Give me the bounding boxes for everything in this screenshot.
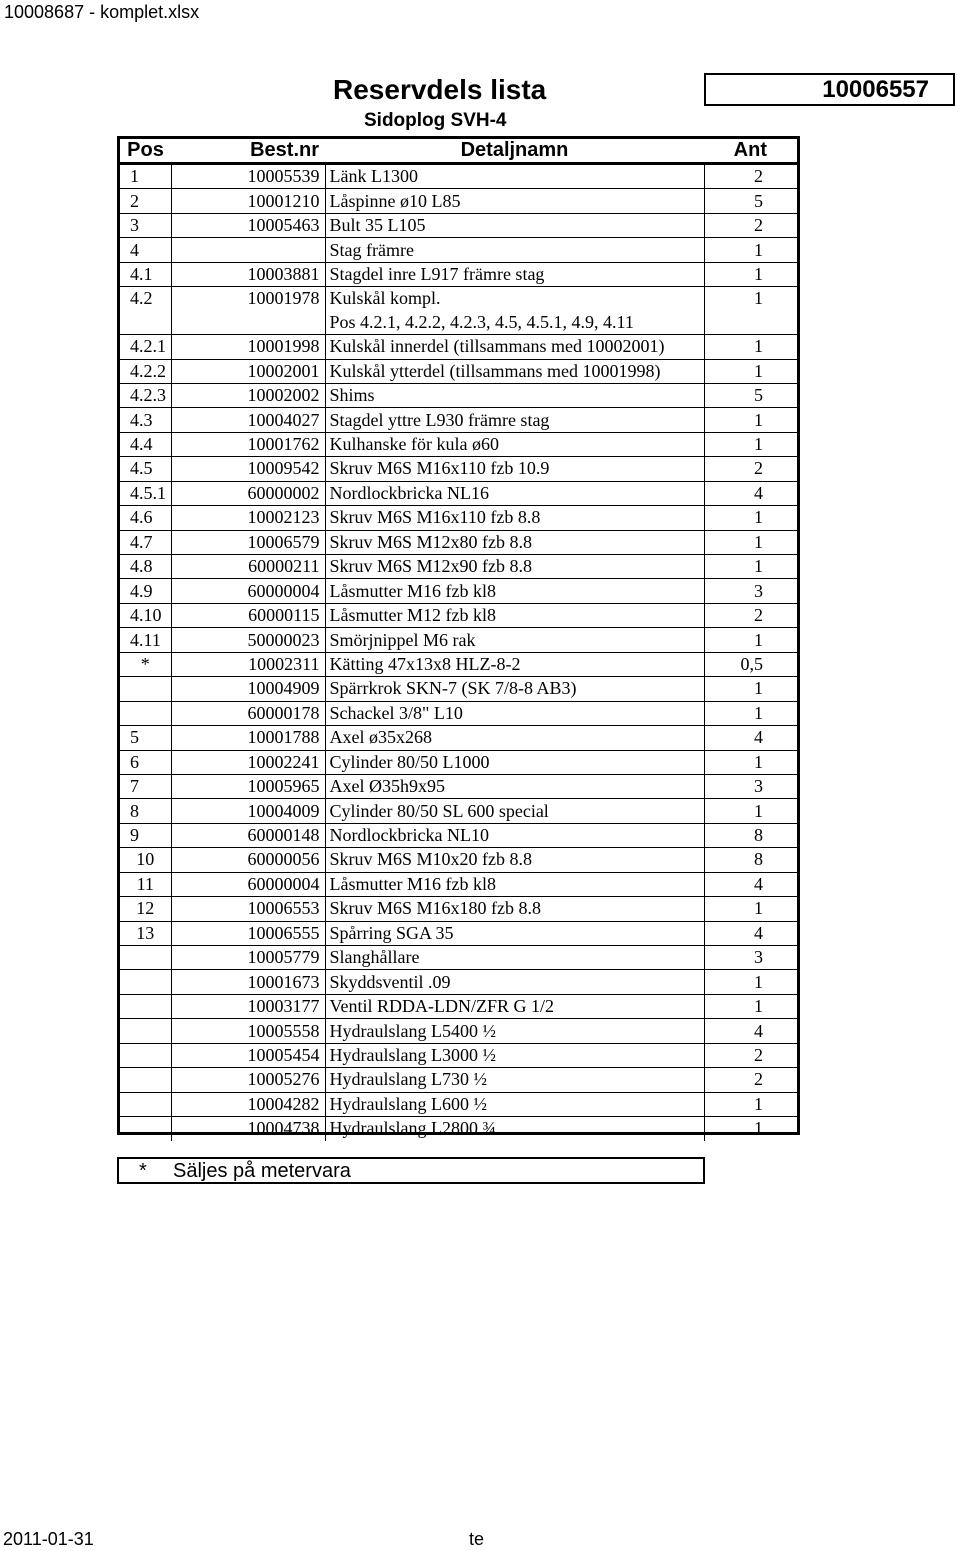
detaljnamn-cell: Hydraulslang L2800 ¾: [325, 1117, 704, 1141]
detaljnamn-cell: Smörjnippel M6 rak: [325, 628, 704, 652]
detaljnamn-cell: Låsmutter M12 fzb kl8: [325, 603, 704, 627]
print-date: 2011-01-31: [3, 1529, 94, 1549]
table-row: [120, 799, 797, 823]
table-row: [120, 848, 797, 872]
ant-cell: 1: [704, 555, 797, 579]
detaljnamn-cell: Nordlockbricka NL10: [325, 823, 704, 847]
ant-cell: 2: [754, 166, 763, 187]
table-row: [120, 628, 797, 652]
detaljnamn-cell: Axel ø35x268: [325, 726, 704, 750]
detaljnamn-cell: Spårring SGA 35: [325, 921, 704, 945]
table-header-row: [120, 139, 797, 164]
detaljnamn-cell: Hydraulslang L5400 ½: [325, 1019, 704, 1043]
detaljnamn-cell: Kulskål kompl.: [325, 287, 704, 311]
best-nr-cell: 50000023: [171, 628, 325, 652]
ant-cell: 1: [704, 262, 797, 286]
best-nr-cell: 10001998: [171, 335, 325, 359]
pos-cell: [120, 1068, 171, 1092]
file-title: 10008687 - komplet.xlsx: [4, 2, 200, 22]
ant-cell: 1: [704, 359, 797, 383]
ant-cell: 2: [704, 457, 797, 481]
best-nr-cell: 60000178: [171, 701, 325, 725]
detaljnamn-cell: Axel Ø35h9x95: [325, 774, 704, 798]
ant-cell: 1: [704, 335, 797, 359]
pos-cell: 4.2.3: [120, 383, 171, 407]
ant-cell: 4: [704, 1019, 797, 1043]
detaljnamn-cell: Hydraulslang L3000 ½: [325, 1043, 704, 1067]
table-row: [120, 408, 797, 432]
pos-cell: [120, 311, 171, 335]
ant-cell: 1: [704, 1117, 797, 1141]
ant-cell: 1: [704, 287, 797, 311]
ant-cell: 3: [704, 774, 797, 798]
pos-cell: 11: [120, 872, 171, 896]
table-row: [120, 287, 797, 311]
detaljnamn-cell: Hydraulslang L600 ½: [325, 1092, 704, 1116]
ant-cell: 4: [704, 872, 797, 896]
pos-cell: 4.3: [120, 408, 171, 432]
pos-cell: 4: [120, 238, 171, 262]
detaljnamn-cell: Skruv M6S M12x80 fzb 8.8: [325, 530, 704, 554]
page-title: Reservdels lista: [333, 74, 547, 105]
best-nr-cell: 10001673: [171, 970, 325, 994]
pos-cell: [120, 970, 171, 994]
ant-cell: 5: [704, 189, 797, 213]
detaljnamn-cell: Skruv M6S M16x180 fzb 8.8: [325, 897, 704, 921]
ant-cell: 1: [704, 677, 797, 701]
pos-cell: 4.9: [120, 579, 171, 603]
pos-cell: 3: [120, 213, 171, 237]
column-header-ant: Ant: [704, 139, 797, 164]
detaljnamn-cell: Kätting 47x13x8 HLZ-8-2: [325, 652, 704, 676]
ant-cell: 1: [704, 897, 797, 921]
best-nr-cell: 10002002: [171, 383, 325, 407]
best-nr-cell: 10001978: [171, 287, 325, 311]
ant-cell: 8: [704, 848, 797, 872]
detaljnamn-cell: Låsmutter M16 fzb kl8: [325, 872, 704, 896]
detaljnamn-cell: Kulskål ytterdel (tillsammans med 10001998): [325, 359, 704, 383]
best-nr-cell: 10002123: [171, 506, 325, 530]
detaljnamn-cell: Pos 4.2.1, 4.2.2, 4.2.3, 4.5, 4.5.1, 4.9, 4.11: [325, 311, 704, 335]
table-row: [120, 481, 797, 505]
best-nr-cell: 10004738: [171, 1117, 325, 1141]
best-nr-cell: 60000115: [171, 603, 325, 627]
pos-cell: 4.7: [120, 530, 171, 554]
detaljnamn-cell: Skyddsventil .09: [325, 970, 704, 994]
parts-table-body: [120, 164, 797, 1141]
ant-cell: 4: [704, 726, 797, 750]
best-nr-cell: 10003177: [171, 994, 325, 1018]
detaljnamn-cell: Schackel 3/8" L10: [325, 701, 704, 725]
pos-cell: [120, 1043, 171, 1067]
ant-cell: 1: [704, 799, 797, 823]
detaljnamn-cell: Cylinder 80/50 L1000: [325, 750, 704, 774]
best-nr-cell: 10002241: [171, 750, 325, 774]
detaljnamn-cell: Spärrkrok SKN-7 (SK 7/8-8 AB3): [325, 677, 704, 701]
ant-cell: 2: [704, 213, 797, 237]
pos-cell: [120, 1019, 171, 1043]
pos-cell: [120, 1092, 171, 1116]
table-row: [120, 774, 797, 798]
table-row: [120, 726, 797, 750]
best-nr-cell: 10005463: [171, 213, 325, 237]
pos-cell: 8: [120, 799, 171, 823]
pos-cell: 6: [120, 750, 171, 774]
detaljnamn-cell: Skruv M6S M10x20 fzb 8.8: [325, 848, 704, 872]
table-row: [120, 579, 797, 603]
detaljnamn-cell: Kulhanske för kula ø60: [325, 432, 704, 456]
table-row: [120, 994, 797, 1018]
best-nr-cell: 10001210: [171, 189, 325, 213]
ant-cell: 4: [704, 481, 797, 505]
ant-cell: 1: [704, 750, 797, 774]
table-row: [120, 1019, 797, 1043]
pos-cell: 4.8: [120, 555, 171, 579]
detaljnamn-cell: Låspinne ø10 L85: [325, 189, 704, 213]
footnote-text: Säljes på metervara: [173, 1160, 351, 1182]
best-nr-cell: 10005779: [171, 946, 325, 970]
table-row: [120, 1092, 797, 1116]
best-nr-cell: 10005276: [171, 1068, 325, 1092]
table-row: [120, 1068, 797, 1092]
best-nr-cell: 60000004: [171, 579, 325, 603]
parts-table: [120, 139, 797, 1141]
best-nr-cell: 60000148: [171, 823, 325, 847]
table-row: [120, 213, 797, 237]
table-row: [120, 506, 797, 530]
best-nr-cell: 10004282: [171, 1092, 325, 1116]
table-row: [120, 359, 797, 383]
best-nr-cell: 10006553: [171, 897, 325, 921]
detaljnamn-cell: Skruv M6S M12x90 fzb 8.8: [325, 555, 704, 579]
best-nr-cell: 10005965: [171, 774, 325, 798]
table-row: [120, 311, 797, 335]
table-row: [120, 652, 797, 676]
best-nr-cell: 10003881: [171, 262, 325, 286]
pos-cell: 7: [120, 774, 171, 798]
best-nr-cell: 10002311: [171, 652, 325, 676]
table-row: [120, 555, 797, 579]
best-nr-cell: 10004909: [171, 677, 325, 701]
table-row: [120, 335, 797, 359]
table-row: [120, 823, 797, 847]
best-nr-cell: 10006579: [171, 530, 325, 554]
best-nr-cell: 60000056: [171, 848, 325, 872]
pos-cell: 4.5.1: [120, 481, 171, 505]
ant-cell: 2: [704, 1043, 797, 1067]
best-nr-cell: 10002001: [171, 359, 325, 383]
pos-cell: 4.2.1: [120, 335, 171, 359]
column-header-pos: Pos: [120, 139, 171, 164]
pos-cell: *: [120, 652, 171, 676]
best-nr-cell: 10004027: [171, 408, 325, 432]
table-row: [120, 677, 797, 701]
detaljnamn-cell: Ventil RDDA-LDN/ZFR G 1/2: [325, 994, 704, 1018]
column-header-detaljnamn: Detaljnamn: [325, 139, 704, 164]
best-nr-cell: 10001762: [171, 432, 325, 456]
pos-cell: [120, 1117, 171, 1141]
pos-cell: [120, 701, 171, 725]
pos-cell: 1: [130, 166, 139, 187]
ant-cell: 4: [704, 921, 797, 945]
pos-cell: 13: [120, 921, 171, 945]
ant-cell: 8: [704, 823, 797, 847]
detaljnamn-cell: Hydraulslang L730 ½: [325, 1068, 704, 1092]
best-nr-cell: [171, 311, 325, 335]
table-row: [120, 872, 797, 896]
pos-cell: 10: [120, 848, 171, 872]
ant-cell: 1: [704, 238, 797, 262]
detaljnamn-cell: Nordlockbricka NL16: [325, 481, 704, 505]
ant-cell: 1: [704, 1092, 797, 1116]
table-row: [120, 701, 797, 725]
ant-cell: 1: [704, 970, 797, 994]
detaljnamn-cell: Skruv M6S M16x110 fzb 10.9: [325, 457, 704, 481]
table-row: [120, 750, 797, 774]
table-row: [120, 897, 797, 921]
detaljnamn-cell: Skruv M6S M16x110 fzb 8.8: [325, 506, 704, 530]
ant-cell: 2: [704, 1068, 797, 1092]
ant-cell: 1: [704, 432, 797, 456]
pos-cell: 5: [120, 726, 171, 750]
best-nr-cell: 10005454: [171, 1043, 325, 1067]
footnote-box: [117, 1157, 705, 1184]
pos-cell: 2: [120, 189, 171, 213]
pos-cell: 4.10: [120, 603, 171, 627]
ant-cell: 5: [704, 383, 797, 407]
ant-cell: 1: [704, 408, 797, 432]
best-nr-cell: 60000211: [171, 555, 325, 579]
document-number: 10006557: [704, 73, 955, 106]
page-subtitle: Sidoplog SVH-4: [364, 110, 507, 131]
column-header-best-nr: Best.nr: [171, 139, 325, 164]
best-nr-cell: 10001788: [171, 726, 325, 750]
print-initials: te: [469, 1529, 485, 1549]
detaljnamn-cell: Shims: [325, 383, 704, 407]
table-row: [120, 457, 797, 481]
best-nr-cell: 10006555: [171, 921, 325, 945]
pos-cell: 4.11: [120, 628, 171, 652]
best-nr-cell: 10004009: [171, 799, 325, 823]
best-nr-cell: [171, 238, 325, 262]
table-row: [120, 189, 797, 213]
best-nr-cell: 60000004: [171, 872, 325, 896]
table-row: [120, 921, 797, 945]
table-row: [120, 970, 797, 994]
table-row: [120, 530, 797, 554]
pos-cell: 9: [120, 823, 171, 847]
detaljnamn-cell: Cylinder 80/50 SL 600 special: [325, 799, 704, 823]
table-row: [120, 164, 797, 189]
ant-cell: [704, 311, 797, 335]
ant-cell: 1: [704, 701, 797, 725]
detaljnamn-cell: Stagdel yttre L930 främre stag: [325, 408, 704, 432]
best-nr-cell: 10005539: [171, 164, 325, 189]
detaljnamn-cell: Stagdel inre L917 främre stag: [325, 262, 704, 286]
best-nr-cell: 60000002: [171, 481, 325, 505]
detaljnamn-cell: Stag främre: [325, 238, 704, 262]
pos-cell: [120, 677, 171, 701]
pos-cell: 4.5: [120, 457, 171, 481]
pos-cell: 4.1: [120, 262, 171, 286]
table-row: [120, 432, 797, 456]
table-row: [120, 603, 797, 627]
detaljnamn-cell: Låsmutter M16 fzb kl8: [325, 579, 704, 603]
table-row: [120, 262, 797, 286]
detaljnamn-cell: Bult 35 L105: [325, 213, 704, 237]
table-row: [120, 1117, 797, 1141]
detaljnamn-cell: Slanghållare: [325, 946, 704, 970]
table-row: [120, 1043, 797, 1067]
table-row: [120, 946, 797, 970]
pos-cell: 4.2.2: [120, 359, 171, 383]
ant-cell: 1: [704, 530, 797, 554]
best-nr-cell: 10005558: [171, 1019, 325, 1043]
pos-cell: 12: [120, 897, 171, 921]
ant-cell: 1: [704, 994, 797, 1018]
footnote-star: *: [139, 1160, 147, 1182]
ant-cell: 2: [704, 603, 797, 627]
pos-cell: [120, 994, 171, 1018]
table-row: [120, 238, 797, 262]
detaljnamn-cell: Länk L1300: [325, 164, 704, 189]
pos-cell: 4.2: [120, 287, 171, 311]
pos-cell: 4.4: [120, 432, 171, 456]
detaljnamn-cell: Kulskål innerdel (tillsammans med 10002001): [325, 335, 704, 359]
ant-cell: 1: [704, 628, 797, 652]
ant-cell: 3: [704, 579, 797, 603]
pos-cell: 4.6: [120, 506, 171, 530]
ant-cell: 0,5: [704, 652, 797, 676]
table-row: [120, 383, 797, 407]
ant-cell: 3: [704, 946, 797, 970]
pos-cell: [120, 946, 171, 970]
best-nr-cell: 10009542: [171, 457, 325, 481]
ant-cell: 1: [704, 506, 797, 530]
